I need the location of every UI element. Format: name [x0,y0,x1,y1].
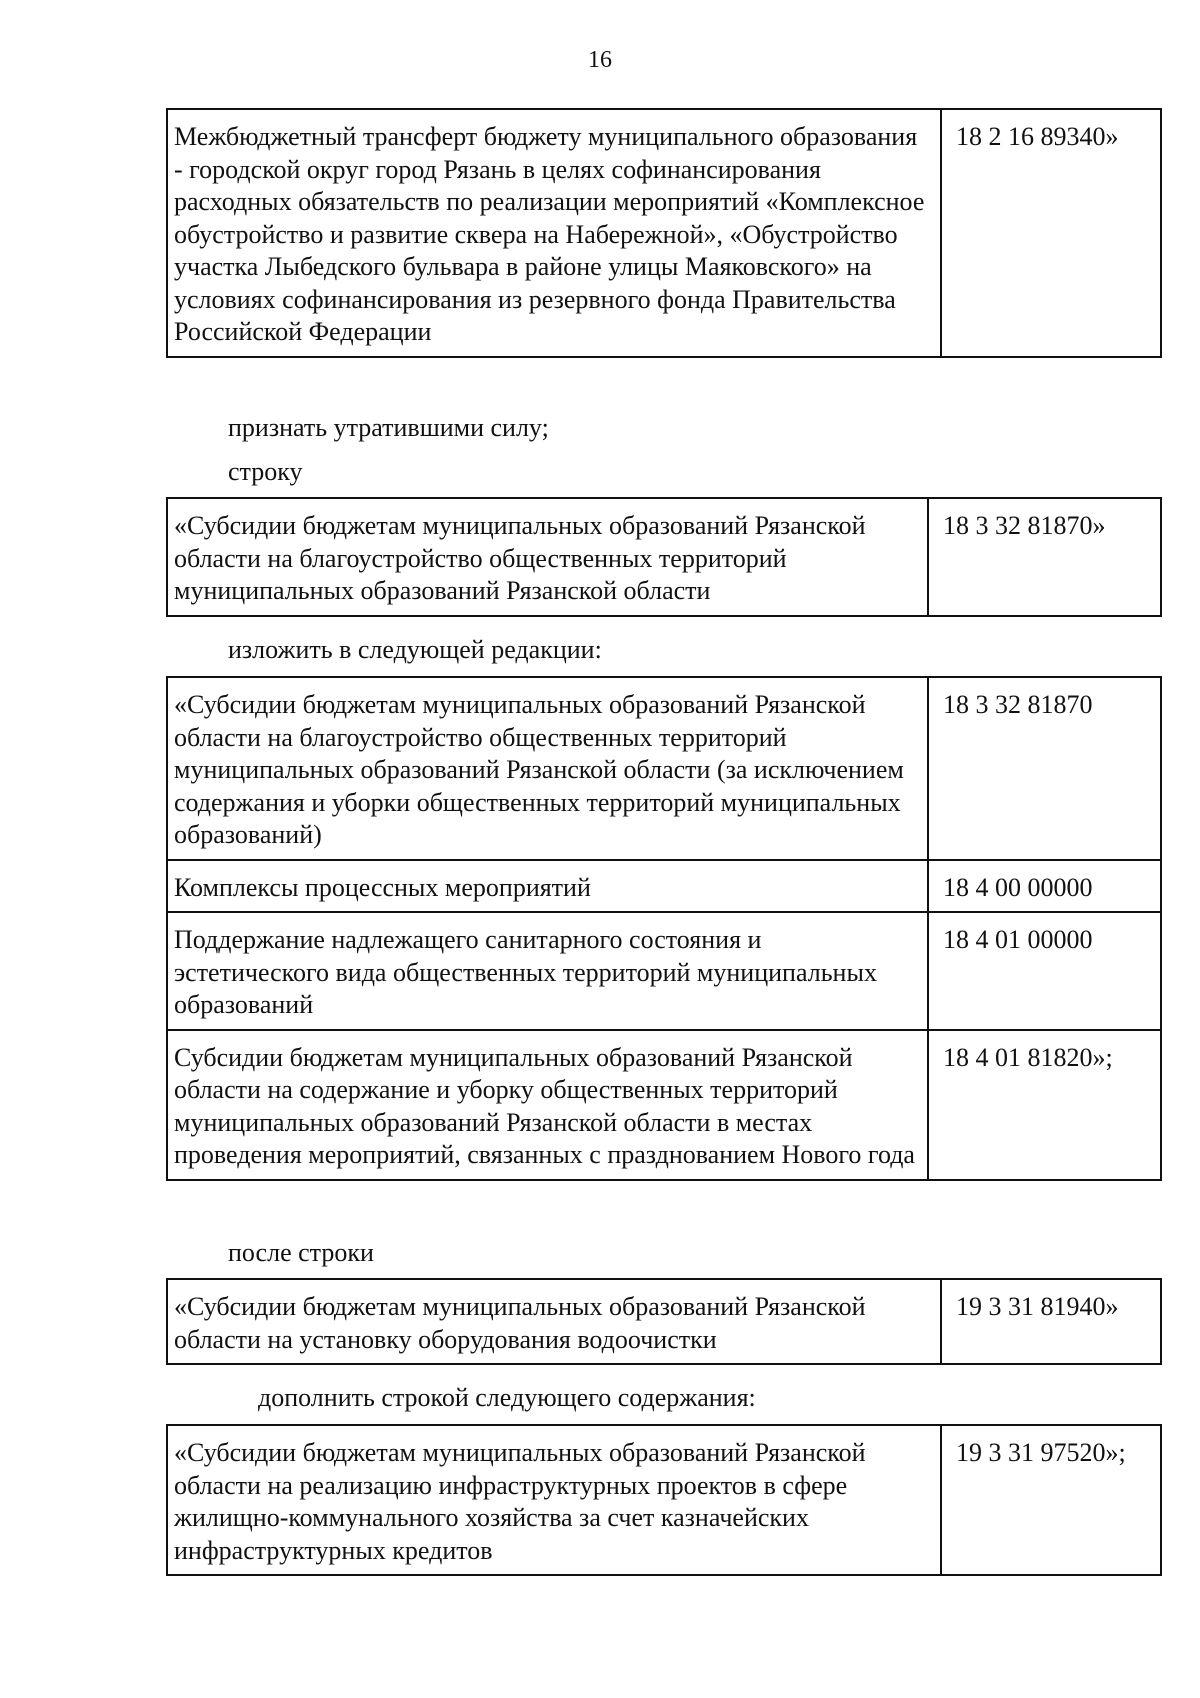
row-name: Поддержание надлежащего санитарного состояния и эстетического вида общественных территорий муниципальных образований [167,912,928,1030]
row-name: «Субсидии бюджетам муниципальных образований Рязанской области на реализацию инфраструктурных проектов в сфере жилищно-коммунального хозяйства за счет казначейских инфраструктурных кредитов [167,1425,941,1575]
row-code: 18 4 00 00000 [928,860,1161,913]
table-row [167,1030,1161,1180]
row-code: 18 2 16 89340» [941,109,1161,357]
instruction-text: после строки [228,1238,374,1267]
table-row [167,1425,1161,1575]
row-code: 18 4 01 00000 [928,912,1161,1030]
table-row [167,1279,1161,1364]
row-name: Субсидии бюджетам муниципальных образований Рязанской области на содержание и уборку общественных территорий муниципальных образований Рязанской области в местах проведения мероприятий, связанных с празднованием Нового года [167,1030,928,1180]
row-name: Комплексы процессных мероприятий [167,860,928,913]
budget-table-5 [166,1424,1162,1576]
row-name: Межбюджетный трансферт бюджету муниципального образования - городской округ город Рязань в целях софинансирования расходных обязательств по реализации мероприятий «Комплексное обустройство и развитие сквера на Набережной», «Обустройство участка Лыбедского бульвара в районе улицы Маяковского» на условиях софинансирования из резервного фонда Правительства Российской Федерации [167,109,941,357]
budget-table-2 [166,497,1162,617]
row-name: «Субсидии бюджетам муниципальных образований Рязанской области на установку оборудования водоочистки [167,1279,941,1364]
instruction-text: изложить в следующей редакции: [228,635,602,664]
table-row [167,860,1161,913]
row-name: «Субсидии бюджетам муниципальных образований Рязанской области на благоустройство общественных территорий муниципальных образований Рязанской области (за исключением содержания и уборки общественных территорий муниципальных образований) [167,677,928,860]
budget-table-1 [166,108,1162,358]
row-code: 18 3 32 81870» [928,498,1161,616]
table-row [167,677,1161,860]
row-name: «Субсидии бюджетам муниципальных образований Рязанской области на благоустройство общественных территорий муниципальных образований Рязанской области [167,498,928,616]
table-row [167,498,1161,616]
budget-table-3 [166,676,1162,1181]
row-code: 19 3 31 81940» [941,1279,1161,1364]
row-code: 19 3 31 97520»; [941,1425,1161,1575]
row-code: 18 4 01 81820»; [928,1030,1161,1180]
instruction-text: строку [228,457,303,486]
row-code: 18 3 32 81870 [928,677,1161,860]
budget-table-4 [166,1278,1162,1365]
table-row [167,912,1161,1030]
instruction-text: признать утратившими силу; [228,413,549,442]
table-row [167,109,1161,357]
page-number: 16 [588,47,612,73]
instruction-text: дополнить строкой следующего содержания: [258,1383,756,1412]
